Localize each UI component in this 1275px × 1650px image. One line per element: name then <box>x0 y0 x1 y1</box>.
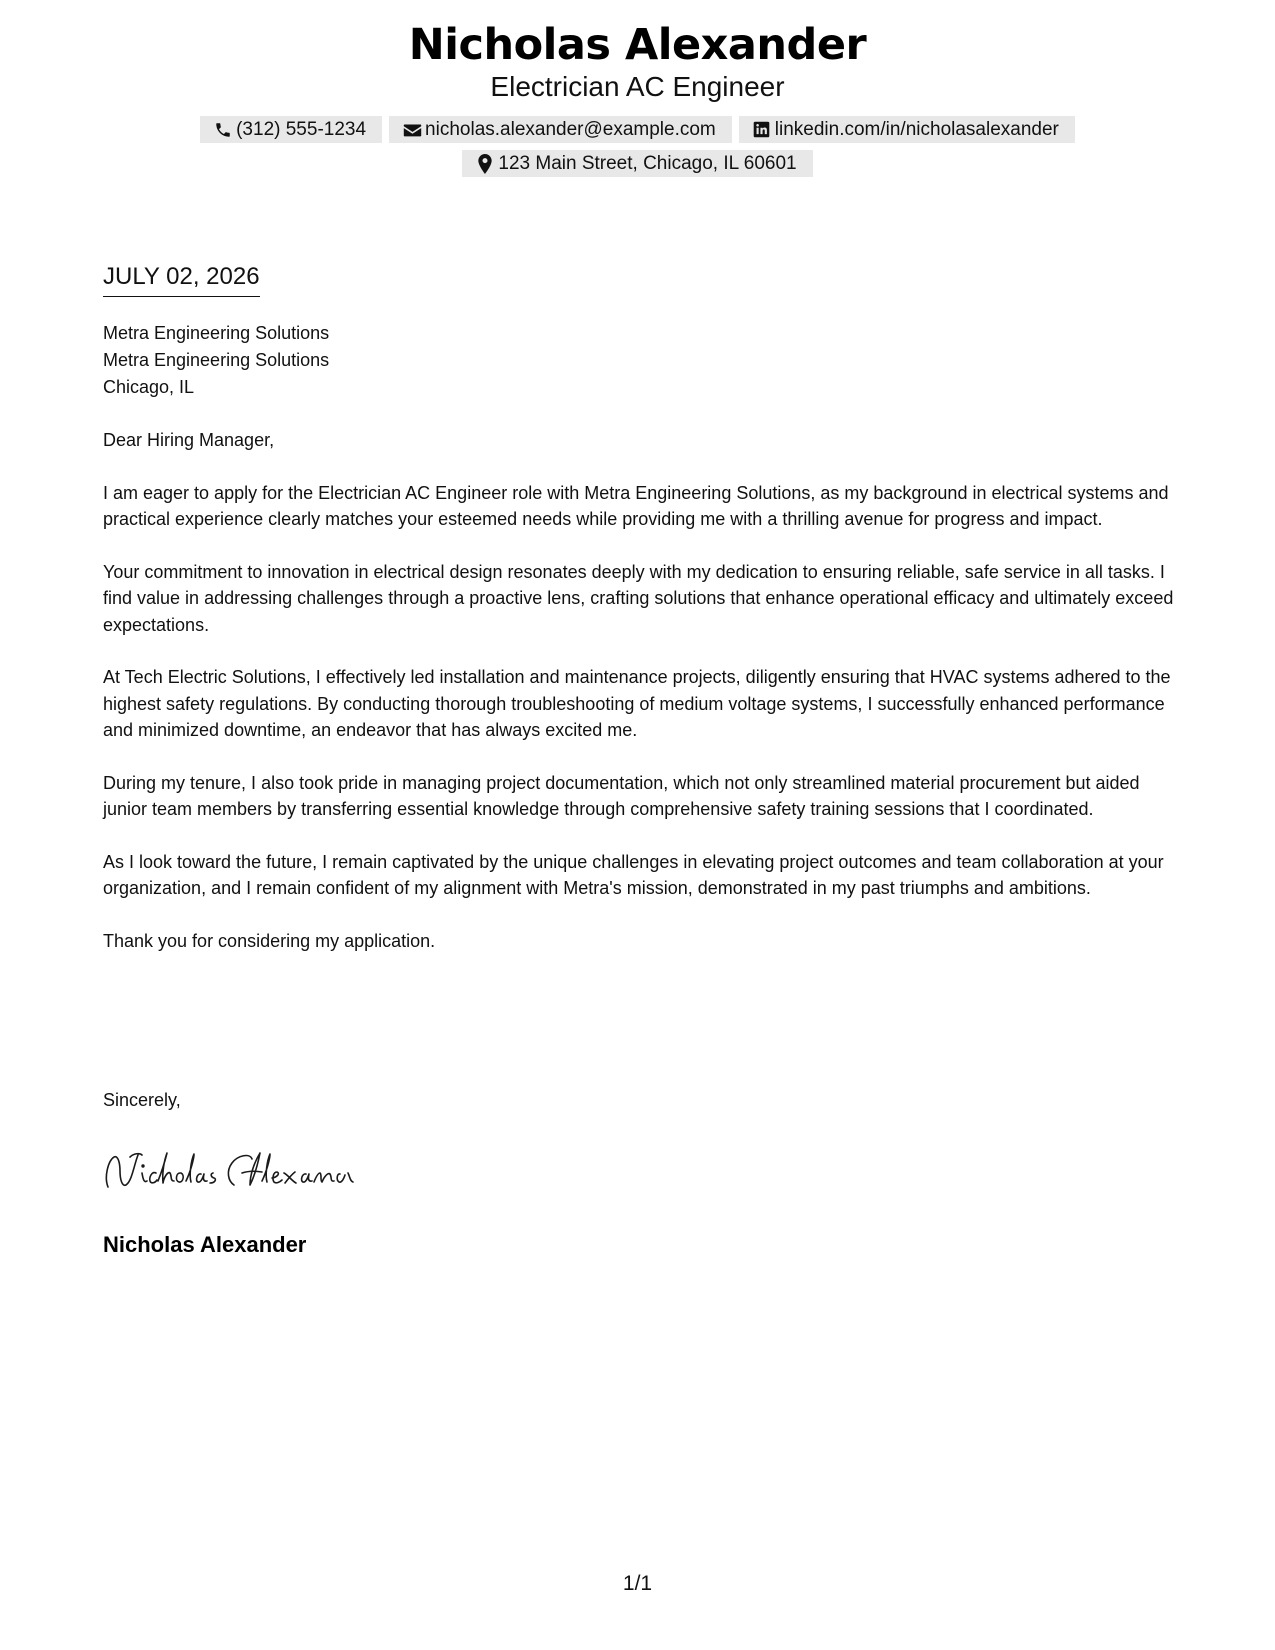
paragraph-2: Your commitment to innovation in electrical design resonates deeply with my dedication to ensuring reliable, safe service in all tasks. I find value in addressing challenges through a proactive lens, crafting solutions that enhance operational efficacy and ultimately exceed expectations. <box>103 561 1174 635</box>
signed-name: Nicholas Alexander <box>103 1232 307 1257</box>
phone-icon <box>213 120 233 140</box>
contact-row-address <box>0 150 1275 177</box>
paragraph-1: I am eager to apply for the Electrician AC Engineer role with Metra Engineering Solutions, as my background in electrical systems and practical experience clearly matches your esteemed needs while providing me with a thrilling avenue for progress and impact. <box>103 482 1169 529</box>
paragraph-6: Thank you for considering my application. <box>103 930 436 951</box>
contact-address <box>462 150 812 177</box>
applicant-title: Electrician AC Engineer <box>490 71 785 102</box>
recipient-line-2: Metra Engineering Solutions <box>103 350 330 370</box>
recipient-line-1: Metra Engineering Solutions <box>103 323 330 343</box>
linkedin-text: linkedin.com/in/nicholasalexander <box>774 119 1059 140</box>
contact-row <box>0 116 1275 143</box>
paragraph-3: At Tech Electric Solutions, I effectively led installation and maintenance projects, diligently ensuring that HVAC systems adhered to the highest safety regulations. By conducting thorough troubleshooting of medium voltage systems, I successfully enhanced performance and minimized downtime, an endeavor that has always excited me. <box>103 667 1171 740</box>
paragraph-4: During my tenure, I also took pride in managing project documentation, which not only streamlined material procurement but aided junior team members by transferring essential knowledge through comprehensive safety training sessions that I coordinated. <box>103 772 1140 819</box>
paragraph-5: As I look toward the future, I remain captivated by the unique challenges in elevating project outcomes and team collaboration at your organization, and I remain confident of my alignment with Metra's mission, demonstrated in my past triumphs and ambitions. <box>103 851 1164 898</box>
contact-email <box>389 116 732 143</box>
phone-text: (312) 555-1234 <box>236 119 367 140</box>
letter-date: JULY 02, 2026 <box>103 261 260 297</box>
email-text: nicholas.alexander@example.com <box>425 119 716 140</box>
contact-phone <box>200 116 382 143</box>
handwritten-signature <box>100 1143 365 1199</box>
recipient-block <box>103 320 329 401</box>
recipient-line-3: Chicago, IL <box>103 377 195 397</box>
map-pin-icon <box>475 154 495 174</box>
contact-linkedin <box>739 116 1075 143</box>
closing: Sincerely, <box>103 1090 181 1110</box>
address-text: 123 Main Street, Chicago, IL 60601 <box>498 153 797 174</box>
page-number: 1/1 <box>622 1572 653 1595</box>
salutation: Dear Hiring Manager, <box>103 430 275 450</box>
applicant-name: Nicholas Alexander <box>408 20 867 70</box>
envelope-icon <box>402 120 422 140</box>
letter-body <box>103 427 1178 980</box>
letter-header <box>0 18 1275 177</box>
linkedin-icon <box>752 120 772 140</box>
